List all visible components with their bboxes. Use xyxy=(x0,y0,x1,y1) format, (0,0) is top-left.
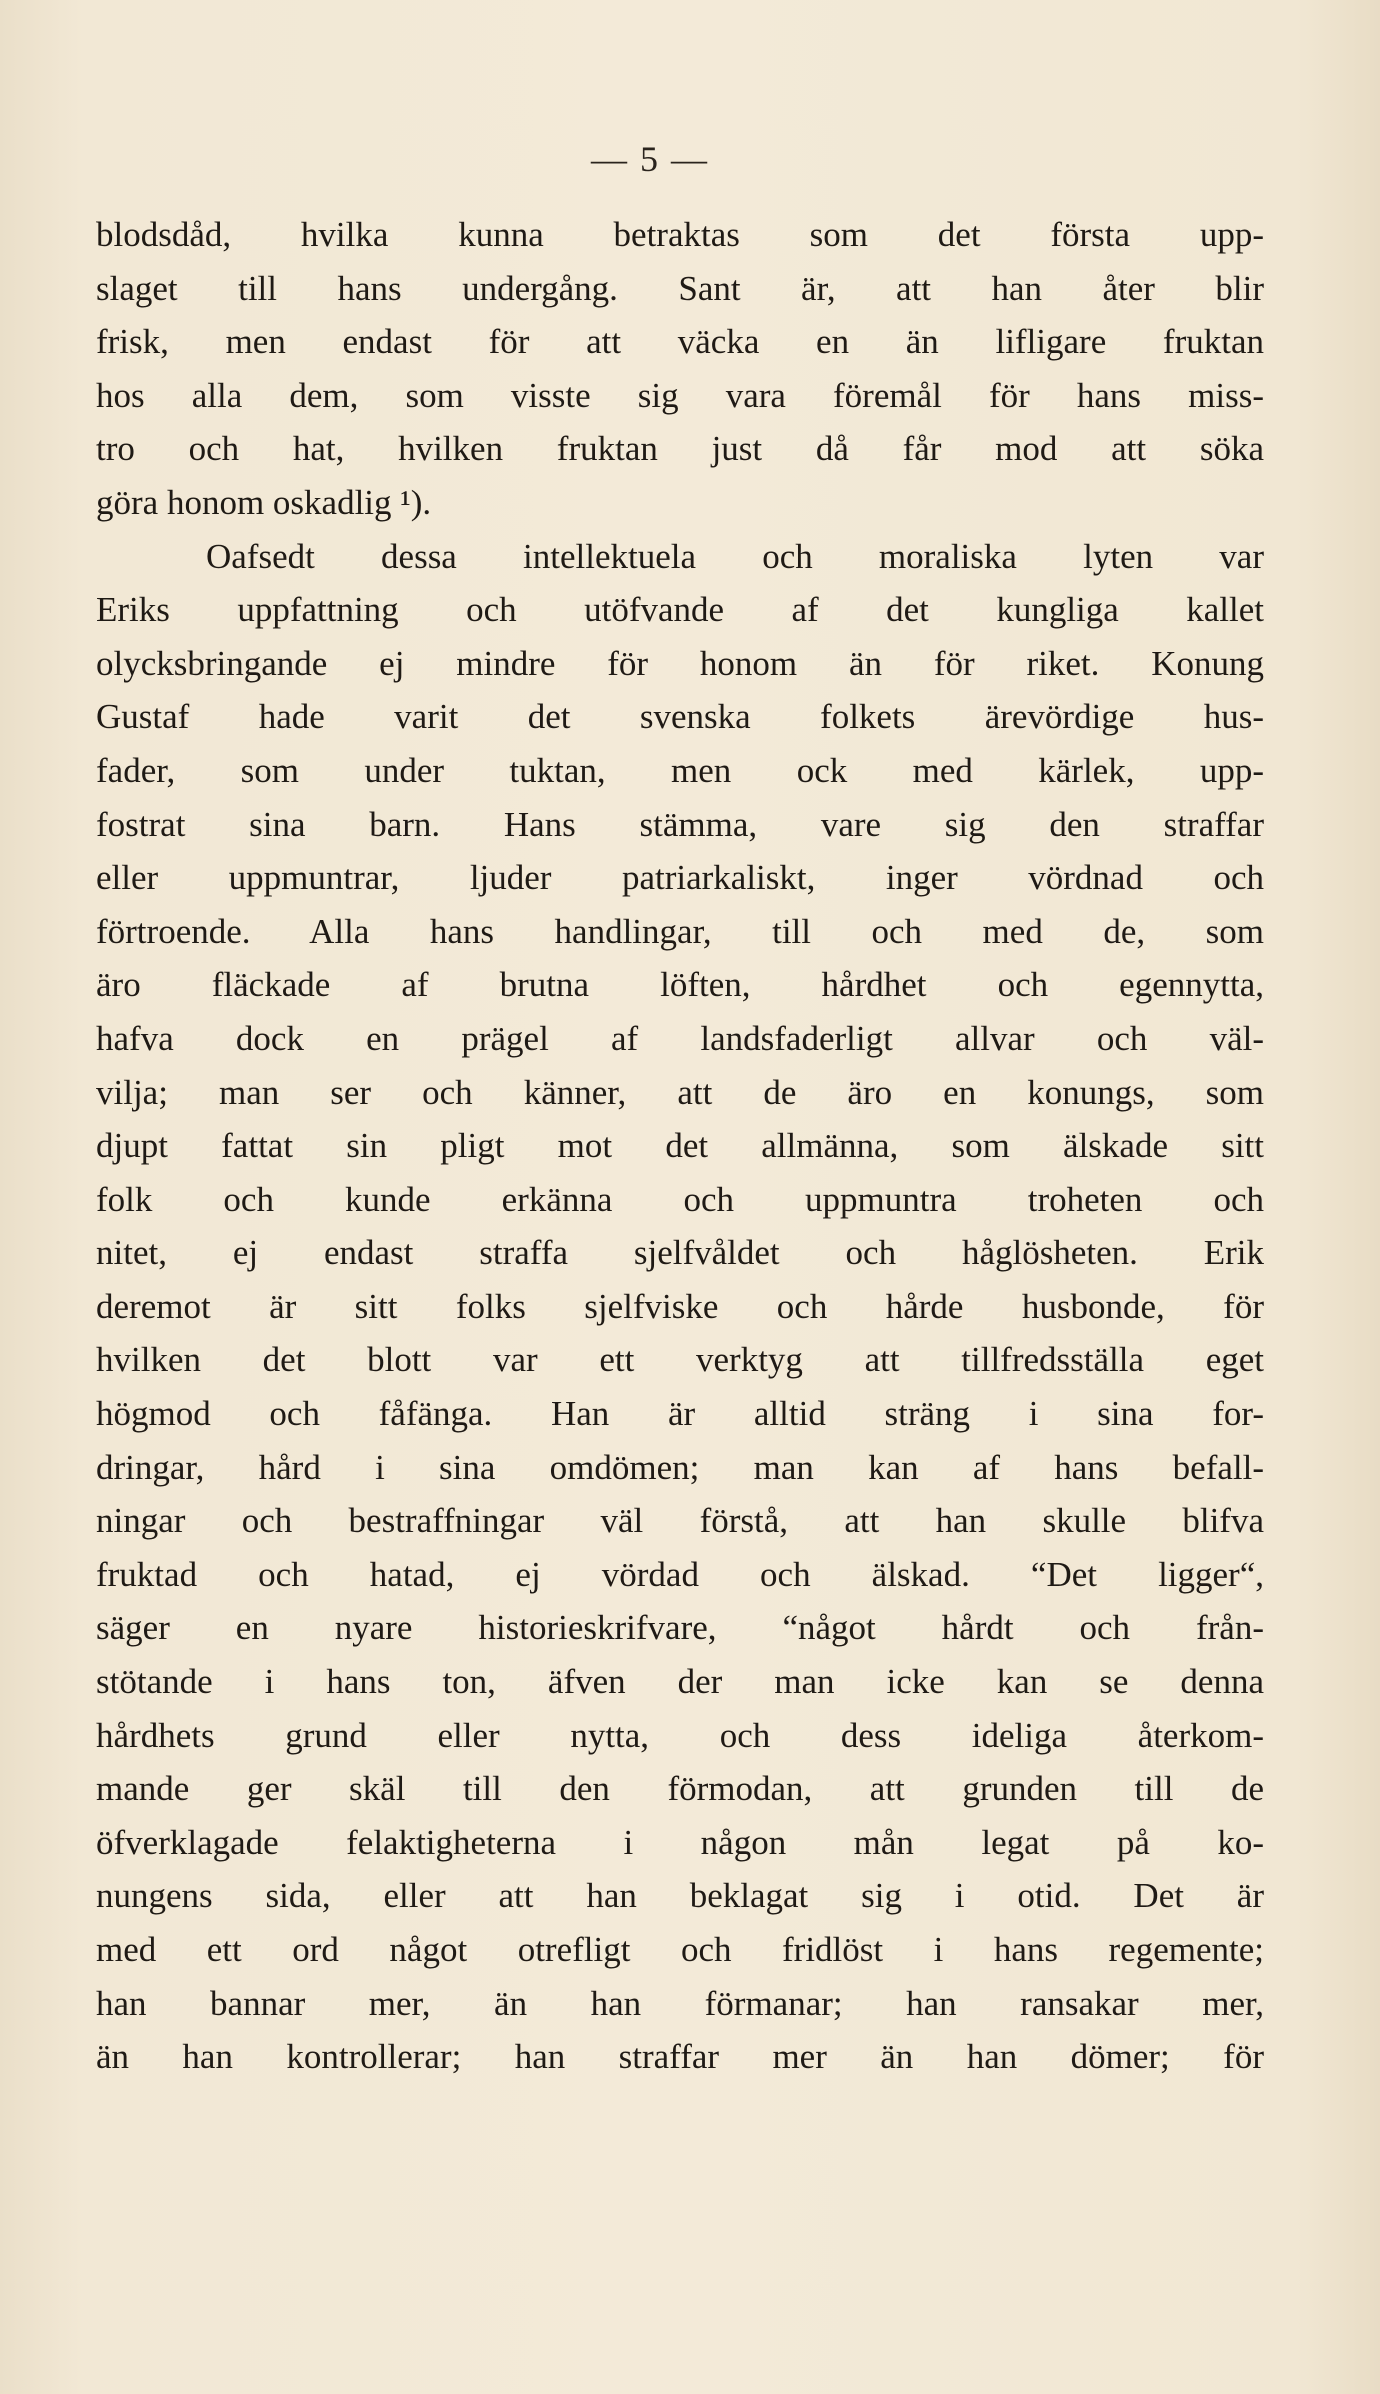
text-line: öfverklagade felaktigheterna i någon mån legat på ko- xyxy=(96,1822,1264,1862)
text-line: med ett ord något otrefligt och fridlöst i hans regemente; xyxy=(96,1930,1264,1969)
text-line: säger en nyare historieskrifvare, “något hårdt och från- xyxy=(96,1608,1264,1648)
text-line: Oafsedt dessa intellektuela och moraliska lyten var xyxy=(206,536,1264,576)
text-line: ningar och bestraffningar väl förstå, att han skulle blifva xyxy=(96,1501,1264,1541)
text-line: han bannar mer, än han förmanar; han ransakar mer, xyxy=(96,1983,1264,2023)
text-line: fader, som under tuktan, men ock med kärlek, upp- xyxy=(96,750,1264,790)
page-number: — 5 — xyxy=(591,139,709,179)
text-line: deremot är sitt folks sjelfviske och hårde husbonde, för xyxy=(96,1286,1264,1326)
text-line: djupt fattat sin pligt mot det allmänna, som älskade sitt xyxy=(96,1126,1264,1166)
text-line: hårdhets grund eller nytta, och dess ideliga återkom- xyxy=(96,1715,1264,1755)
text-line: fruktad och hatad, ej vördad och älskad. “Det ligger“, xyxy=(96,1554,1264,1594)
text-line: frisk, men endast för att väcka en än lifligare fruktan xyxy=(96,322,1264,362)
text-line: högmod och fåfänga. Han är alltid sträng i sina for- xyxy=(96,1394,1264,1434)
text-line: hos alla dem, som visste sig vara föremål för hans miss- xyxy=(96,375,1264,415)
text-line: äro fläckade af brutna löften, hårdhet och egennytta, xyxy=(96,965,1264,1005)
text-line: hafva dock en prägel af landsfaderligt allvar och väl- xyxy=(96,1018,1264,1058)
text-line: folk och kunde erkänna och uppmuntra troheten och xyxy=(96,1179,1264,1219)
text-line: stötande i hans ton, äfven der man icke kan se denna xyxy=(96,1662,1264,1702)
text-line: tro och hat, hvilken fruktan just då får mod att söka xyxy=(96,429,1264,469)
text-line: fostrat sina barn. Hans stämma, vare sig den straffar xyxy=(96,804,1264,844)
text-line: slaget till hans undergång. Sant är, att han åter blir xyxy=(96,268,1264,308)
text-line: nungens sida, eller att han beklagat sig i otid. Det är xyxy=(96,1876,1264,1916)
text-line: nitet, ej endast straffa sjelfvåldet och håglösheten. Erik xyxy=(96,1233,1264,1273)
text-line: Eriks uppfattning och utöfvande af det kungliga kallet xyxy=(96,590,1264,630)
body-text xyxy=(96,208,1264,2084)
text-line: Gustaf hade varit det svenska folkets ärevördige hus- xyxy=(96,697,1264,737)
text-line: eller uppmuntrar, ljuder patriarkaliskt, inger vördnad och xyxy=(96,858,1264,898)
text-line: göra honom oskadlig ¹). xyxy=(96,482,432,522)
text-line: än han kontrollerar; han straffar mer än han dömer; för xyxy=(96,2037,1264,2077)
text-line: vilja; man ser och känner, att de äro en konungs, som xyxy=(96,1072,1264,1112)
text-line: mande ger skäl till den förmodan, att grunden till de xyxy=(96,1769,1264,1809)
text-line: hvilken det blott var ett verktyg att tillfredsställa eget xyxy=(96,1340,1264,1380)
text-line: olycksbringande ej mindre för honom än för riket. Konung xyxy=(96,643,1264,683)
text-line: förtroende. Alla hans handlingar, till och med de, som xyxy=(96,911,1264,951)
text-line: blodsdåd, hvilka kunna betraktas som det första upp- xyxy=(96,215,1264,254)
text-line: dringar, hård i sina omdömen; man kan af hans befall- xyxy=(96,1447,1264,1487)
